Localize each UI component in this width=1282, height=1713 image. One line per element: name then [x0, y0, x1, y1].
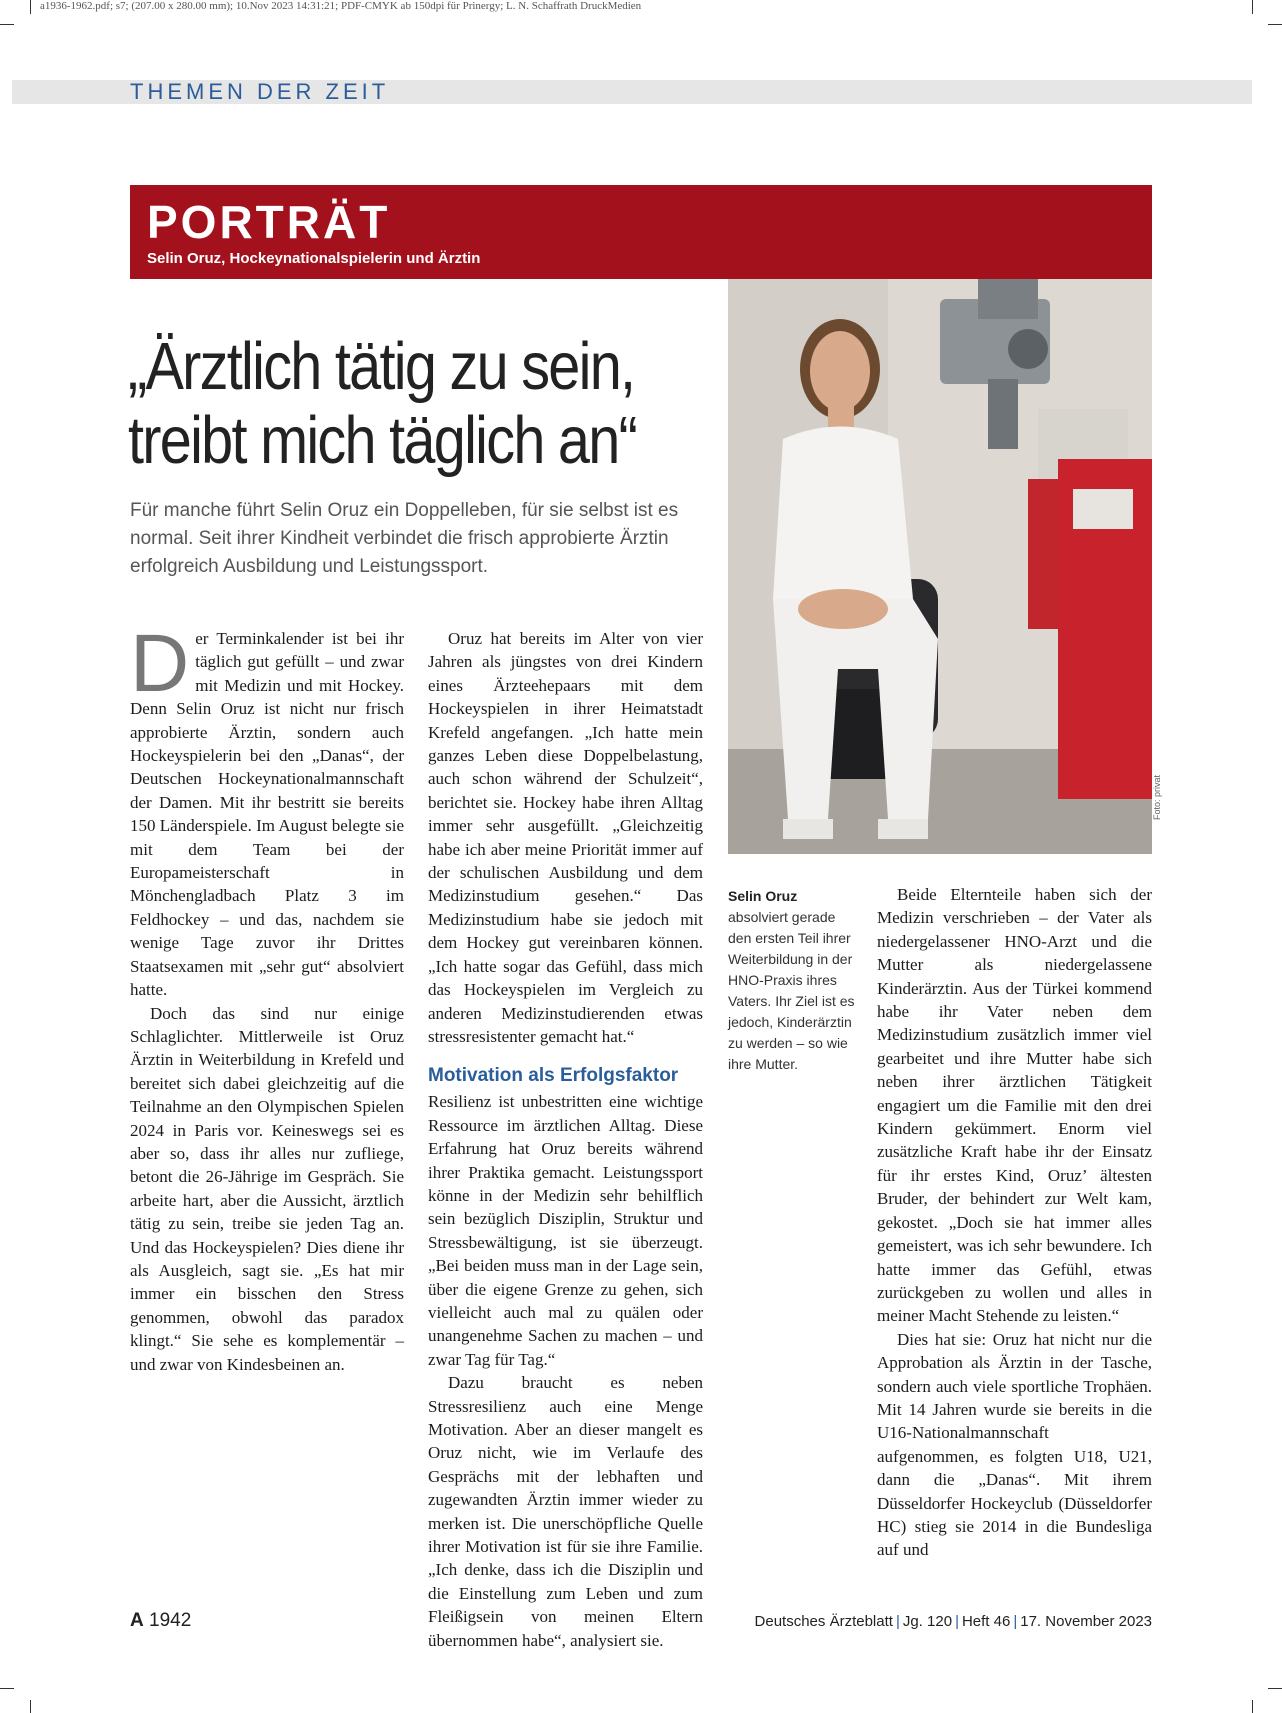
subheading: Motivation als Erfolgsfaktor — [428, 1065, 679, 1087]
banner-title: PORTRÄT — [147, 196, 391, 248]
crop-mark — [30, 0, 31, 14]
portrait-photo — [728, 279, 1152, 854]
crop-mark — [0, 24, 14, 25]
photo-caption — [728, 886, 858, 1075]
photo-credit: Foto: privat — [1152, 774, 1162, 820]
caption-text: absolviert gerade den ersten Teil ihrer Weiterbildung in der HNO-Praxis ihres Vaters. Ihr Ziel ist es jedoch, Kinderärztin zu werden – so wie ihre Mutter. — [728, 909, 855, 1072]
crop-mark — [1252, 0, 1253, 14]
page-number-value: 1942 — [149, 1610, 192, 1631]
paragraph: Dies hat sie: Oruz hat nicht nur die Approbation als Ärztin in der Tasche, sondern auch viele sportliche Trophäen. Mit 14 Jahren wurde sie bereits in die U16-Nationalmannschaft aufgenommen, es folgten U18, U21, dann die „Danas“. Mit ihrem Düsseldorfer Hockeyclub (Düsseldorfer HC) stieg sie 2014 in die Bundesliga auf und — [877, 1329, 1152, 1560]
separator-icon: | — [895, 1613, 900, 1630]
intro-lead: Für manche führt Selin Oruz ein Doppelleben, für sie selbst ist es normal. Seit ihrer Kindheit verbindet die frisch approbierte Ärztin erfolgreich Ausbildung und Leistungssport. — [130, 500, 679, 577]
paragraph: Dazu braucht es neben Stressresilienz auch eine Menge Motivation. Aber an dieser mangelt es Oruz nicht, wie im Verlaufe des Gesprächs mit der lebhaften und zugewandten Ärztin immer wieder zu merken ist. Die unerschöpfliche Quelle ihrer Motivation ist für sie ihre Familie. „Ich denke, dass ich die Disziplin und die Einstellung zum Leben und zum Fleißigsein von meinen Eltern übernommen habe“, analysiert sie. — [428, 1373, 703, 1650]
headline: „Ärztlich tätig zu sein, treibt mich täglich an“ — [128, 329, 637, 478]
journal-volume: Jg. 120 — [902, 1613, 953, 1630]
banner-subtitle: Selin Oruz, Hockeynationalspielerin und Ärztin — [147, 250, 481, 267]
caption-name: Selin Oruz — [728, 888, 798, 904]
journal-date: 17. November 2023 — [1020, 1613, 1152, 1630]
article-column-3 — [877, 883, 1152, 1562]
article-column-1 — [130, 618, 404, 1376]
page-prefix: A — [130, 1610, 144, 1631]
page-number — [130, 1610, 191, 1632]
paragraph — [130, 618, 404, 1002]
paragraph: Resilienz ist unbestritten eine wichtige Ressource im ärztlichen Alltag. Diese Erfahrung hat Oruz bereits während ihrer Praktika gemacht. Leistungssport könne in der Medizin sehr behilflich sein bezüglich Disziplin, Struktur und Stressbewältigung, ist sie überzeugt. „Bei beiden muss man in der Lage sein, über die eigene Grenze zu gehen, sich vielleicht auch mal zu quälen oder unangenehme Sachen zu machen – und zwar Tag für Tag.“ — [428, 1092, 703, 1369]
crop-mark — [1268, 24, 1282, 25]
paragraph: Beide Elternteile haben sich der Medizin verschrieben – der Vater als niedergelassener HNO-Arzt und die Mutter als niedergelassene Kinderärztin. Aus der Türkei kommend habe ihr Vater neben dem Medizinstudium zusätzlich immer viel gearbeitet und ihre Mutter habe sich neben ihrer ärztlichen Tätigkeit engagiert um die Familie mit den drei Kindern gekümmert. Enorm viel zusätzliche Kraft habe ihr der Einsatz für ihr erstes Kind, Oruz’ ältesten Bruder, der behindert zur Welt kam, gekostet. „Doch sie hat immer alles gemeistert, was ich sehr bewundere. Ich hatte immer das Gefühl, etwas zurückgeben zu wollen und alles in meiner Macht Stehende zu leisten.“ — [877, 885, 1152, 1326]
crop-mark — [1252, 1700, 1253, 1713]
separator-icon: | — [1013, 1613, 1018, 1630]
section-label: THEMEN DER ZEIT — [130, 79, 390, 104]
print-slug: a1936-1962.pdf; s7; (207.00 x 280.00 mm); 10.Nov 2023 14:31:21; PDF-CMYK ab 150dpi für Prinergy; L. N. Schaffrath DruckMedien — [40, 0, 642, 12]
article-column-2 — [428, 627, 703, 1652]
paragraph: Oruz hat bereits im Alter von vier Jahren als jüngstes von drei Kindern eines Ärzteehepaars mit dem Hockeyspielen in ihrer Heimatstadt Krefeld angefangen. „Ich hatte mein ganzes Leben diese Doppelbelastung, auch schon während der Schulzeit“, berichtet sie. Hockey habe ihren Alltag immer sehr ausgefüllt. „Gleichzeitig habe ich aber meine Priorität immer auf der schulischen Ausbildung und dem Medizinstudium gesehen.“ Das Medizinstudium habe sie jedoch mit dem Hockey gut vereinbaren können. „Ich hatte sogar das Gefühl, dass mich das Hockeyspielen im Vergleich zu anderen Medizinstudierenden etwas stressresistenter gemacht hat.“ — [428, 629, 703, 1046]
crop-mark — [1268, 1688, 1282, 1689]
journal-issue: Heft 46 — [961, 1613, 1011, 1630]
drop-cap: D — [130, 618, 190, 709]
paragraph-text: er Terminkalender ist bei ihr täglich gut gefüllt – und zwar mit Medizin und mit Hockey. Denn Selin Oruz ist nicht nur frisch approbierte Ärztin, sondern auch Hockeyspielerin bei den „Danas“, der Deutschen Hockeynationalmannschaft der Damen. Mit ihr bestritt sie bereits 150 Länderspiele. Im August belegte sie mit dem Team bei der Europameisterschaft in Mönchengladbach Platz 3 im Feldhockey – und das, nachdem sie wenige Tage zuvor ihr Drittes Staatsexamen mit „sehr gut“ absolviert hatte. — [130, 629, 404, 1000]
paragraph: Doch das sind nur einige Schlaglichter. Mittlerweile ist Oruz Ärztin in Weiterbildung in Krefeld und bereitet sich dabei gleichzeitig auf die Teilnahme an den Olympischen Spielen 2024 in Paris vor. Keineswegs sei es aber so, dass ihr alles nur zufliege, betont die 26-Jährige im Gespräch. Sie arbeite hart, aber die Aussicht, ärztlich tätig zu sein, treibe sie jeden Tag an. Und das Hockeyspielen? Dies diene ihr als Ausgleich, sagt sie. „Es hat mir immer ein bisschen den Stress genommen, obwohl das paradox klingt.“ Sie sehe es komplementär – und zwar von Kindesbeinen an. — [130, 1003, 404, 1374]
journal-name: Deutsches Ärzteblatt — [754, 1613, 893, 1630]
crop-mark — [30, 1700, 31, 1713]
crop-mark — [0, 1688, 14, 1689]
journal-footer — [755, 1613, 1152, 1630]
separator-icon: | — [955, 1613, 959, 1630]
